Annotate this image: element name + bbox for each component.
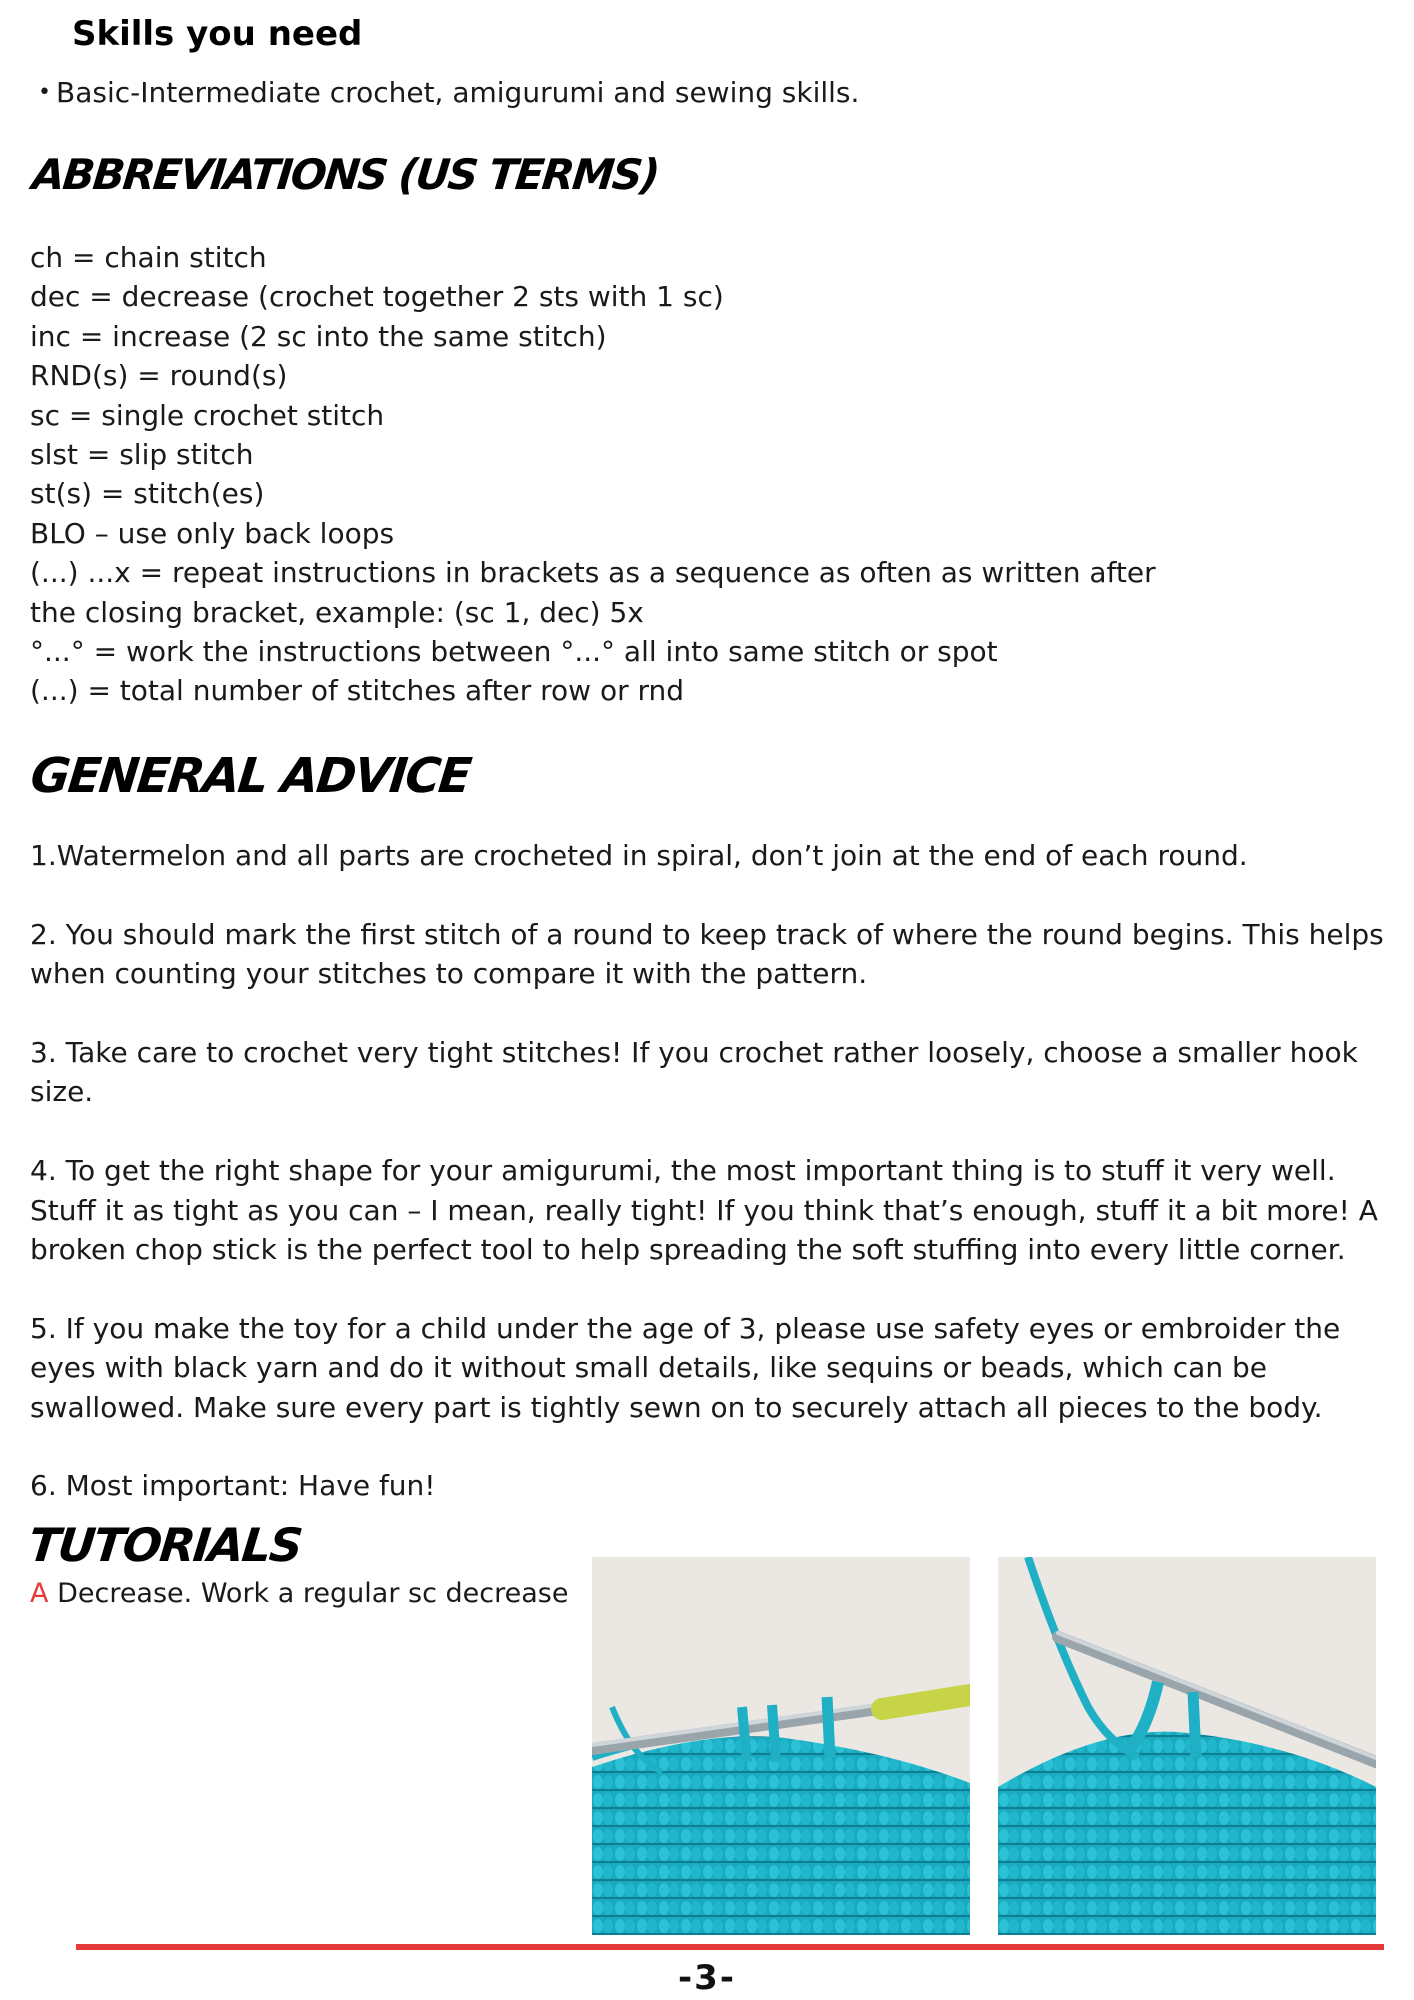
- abbreviation-line: RND(s) = round(s): [30, 359, 288, 393]
- skills-item: [38, 76, 859, 109]
- abbreviations-list: [30, 238, 1390, 711]
- crochet-hook-photo: [592, 1557, 970, 1935]
- advice-item: 5. If you make the toy for a child under the age of 3, please use safety eyes or embroider the eyes with black yarn and do it without small details, like sequins or beads, which can be swallowed. Make sure every part is tightly sewn on to securely attach all pieces to the body.: [30, 1311, 1341, 1424]
- advice-item: 1.Watermelon and all parts are crocheted in spiral, don’t join at the end of each round.: [30, 839, 1248, 872]
- abbreviation-line: (...) = total number of stitches after row or rnd: [30, 674, 685, 708]
- advice-item: 2. You should mark the first stitch of a round to keep track of where the round begins. This helps when counting your stitches to compare it with the pattern.: [30, 917, 1384, 991]
- abbreviation-line: the closing bracket, example: (sc 1, dec) 5x: [30, 595, 644, 629]
- abbreviation-line: sc = single crochet stitch: [30, 398, 385, 432]
- tutorial-photo-2: [998, 1557, 1376, 1935]
- tutorial-photo-1: [592, 1557, 970, 1935]
- page-number: -3-: [678, 1958, 736, 1998]
- advice-item: 4. To get the right shape for your amigurumi, the most important thing is to stuff it very well. Stuff it as tight as you can – I mean, really tight! If you think that’s enough, stuff it a bit more! A broken chop stick is the perfect tool to help spreading the soft stuffing into every little corner.: [30, 1154, 1378, 1267]
- abbreviation-line: (...) ...x = repeat instructions in brackets as a sequence as often as written after: [30, 556, 1156, 590]
- step-text: Decrease. Work a regular sc decrease: [48, 1578, 569, 1609]
- abbreviation-line: slst = slip stitch: [30, 438, 254, 472]
- footer-divider: [76, 1944, 1384, 1950]
- abbreviation-line: st(s) = stitch(es): [30, 477, 265, 511]
- abbreviation-line: ch = chain stitch: [30, 241, 267, 274]
- abbreviation-line: dec = decrease (crochet together 2 sts with 1 sc): [30, 280, 724, 314]
- advice-item: 6. Most important: Have fun!: [30, 1469, 436, 1503]
- bullet-icon: •: [38, 80, 51, 105]
- skills-item-text: Basic-Intermediate crochet, amigurumi and sewing skills.: [56, 76, 860, 109]
- crochet-hook-photo: [998, 1557, 1376, 1935]
- tutorial-caption: [30, 1578, 568, 1609]
- step-letter: A: [30, 1578, 49, 1609]
- advice-item: 3. Take care to crochet very tight stitches! If you crochet rather loosely, choose a smaller hook size.: [30, 1036, 1358, 1109]
- abbreviation-line: BLO – use only back loops: [30, 516, 395, 550]
- abbreviation-line: °...° = work the instructions between °...° all into same stitch or spot: [30, 635, 998, 669]
- general-advice-heading: GENERAL ADVICE: [28, 748, 473, 804]
- abbreviation-line: inc = increase (2 sc into the same stitch): [30, 319, 607, 353]
- general-advice-list: [30, 836, 1385, 1506]
- abbreviations-heading: ABBREVIATIONS (US TERMS): [30, 150, 661, 199]
- tutorials-heading: TUTORIALS: [26, 1518, 304, 1572]
- skills-title: Skills you need: [72, 14, 363, 54]
